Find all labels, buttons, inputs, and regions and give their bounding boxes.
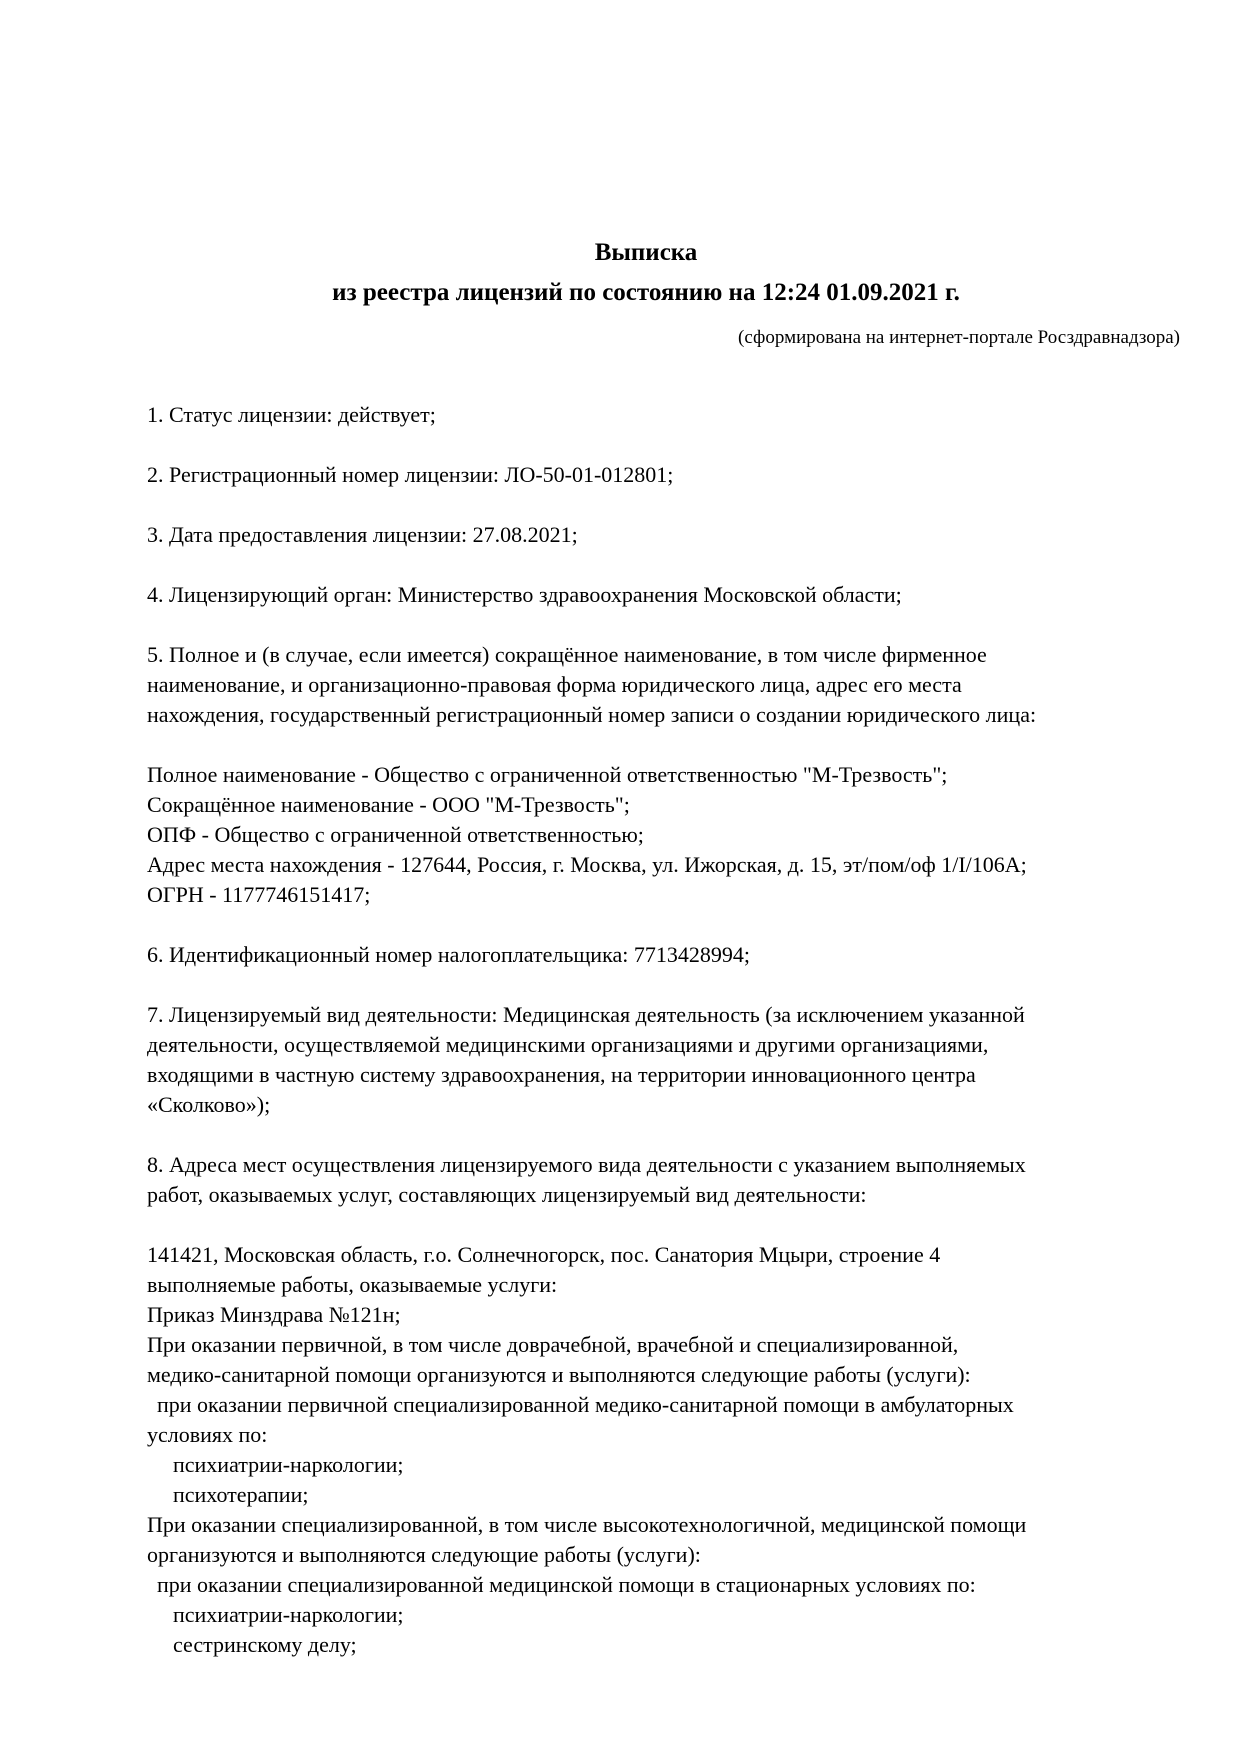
- paragraph: [147, 1000, 1240, 1120]
- document-title: [0, 0, 1240, 313]
- text-line: При оказании специализированной, в том числе высокотехнологичной, медицинской помощи: [147, 1512, 1027, 1537]
- paragraph: [147, 400, 1240, 430]
- paragraph: [147, 520, 1240, 550]
- text-line: сестринскому делу;: [173, 1632, 357, 1657]
- text-line: психотерапии;: [173, 1482, 309, 1507]
- text-line: работ, оказываемых услуг, составляющих лицензируемый вид деятельности:: [147, 1182, 867, 1207]
- text-line: 6. Идентификационный номер налогоплательщика: 7713428994;: [147, 942, 750, 967]
- text-line: 2. Регистрационный номер лицензии: ЛО-50-01-012801;: [147, 462, 674, 487]
- text-line: входящими в частную систему здравоохранения, на территории инновационного центра: [147, 1062, 976, 1087]
- text-line: При оказании первичной, в том числе доврачебной, врачебной и специализированной,: [147, 1332, 959, 1357]
- paragraph: [147, 940, 1240, 970]
- paragraph: [147, 460, 1240, 490]
- paragraph: [147, 1150, 1240, 1210]
- text-line: медико-санитарной помощи организуются и выполняются следующие работы (услуги):: [147, 1362, 971, 1387]
- document-subtitle: (сформирована на интернет-портале Росздравнадзора): [738, 327, 1180, 348]
- text-line: нахождения, государственный регистрационный номер записи о создании юридического лица:: [147, 702, 1037, 727]
- text-line: при оказании первичной специализированной медико-санитарной помощи в амбулаторных: [157, 1392, 1014, 1417]
- paragraph: [147, 760, 1240, 910]
- text-line: Адрес места нахождения - 127644, Россия, г. Москва, ул. Ижорская, д. 15, эт/пом/оф 1/I/106А;: [147, 852, 1027, 877]
- text-line: при оказании специализированной медицинской помощи в стационарных условиях по:: [157, 1572, 976, 1597]
- text-line: выполняемые работы, оказываемые услуги:: [147, 1272, 558, 1297]
- document-title-line-2: из реестра лицензий по состоянию на 12:24 01.09.2021 г.: [332, 279, 960, 306]
- paragraph: [147, 1240, 1240, 1660]
- text-line: деятельности, осуществляемой медицинскими организациями и другими организациями,: [147, 1032, 989, 1057]
- text-line: 3. Дата предоставления лицензии: 27.08.2021;: [147, 522, 578, 547]
- document-body: [0, 400, 1240, 1660]
- text-line: наименование, и организационно-правовая форма юридического лица, адрес его места: [147, 672, 962, 697]
- text-line: ОГРН - 1177746151417;: [147, 882, 371, 907]
- text-line: 141421, Московская область, г.о. Солнечногорск, пос. Санатория Мцыри, строение 4: [147, 1242, 941, 1267]
- text-line: психиатрии-наркологии;: [173, 1602, 404, 1627]
- text-line: 7. Лицензируемый вид деятельности: Медицинская деятельность (за исключением указанной: [147, 1002, 1025, 1027]
- text-line: 1. Статус лицензии: действует;: [147, 402, 436, 427]
- text-line: «Сколково»);: [147, 1092, 271, 1117]
- paragraph: [147, 580, 1240, 610]
- document-title-line-1: Выписка: [594, 239, 698, 266]
- text-line: организуются и выполняются следующие работы (услуги):: [147, 1542, 701, 1567]
- text-line: 5. Полное и (в случае, если имеется) сокращённое наименование, в том числе фирменное: [147, 642, 987, 667]
- text-line: Сокращённое наименование - ООО "М-Трезвость";: [147, 792, 630, 817]
- text-line: 8. Адреса мест осуществления лицензируемого вида деятельности с указанием выполняемых: [147, 1152, 1026, 1177]
- paragraph: [147, 640, 1240, 730]
- text-line: ОПФ - Общество с ограниченной ответственностью;: [147, 822, 644, 847]
- text-line: Приказ Минздрава №121н;: [147, 1302, 401, 1327]
- text-line: психиатрии-наркологии;: [173, 1452, 404, 1477]
- text-line: 4. Лицензирующий орган: Министерство здравоохранения Московской области;: [147, 582, 902, 607]
- text-line: Полное наименование - Общество с ограниченной ответственностью "М-Трезвость";: [147, 762, 948, 787]
- text-line: условиях по:: [147, 1422, 268, 1447]
